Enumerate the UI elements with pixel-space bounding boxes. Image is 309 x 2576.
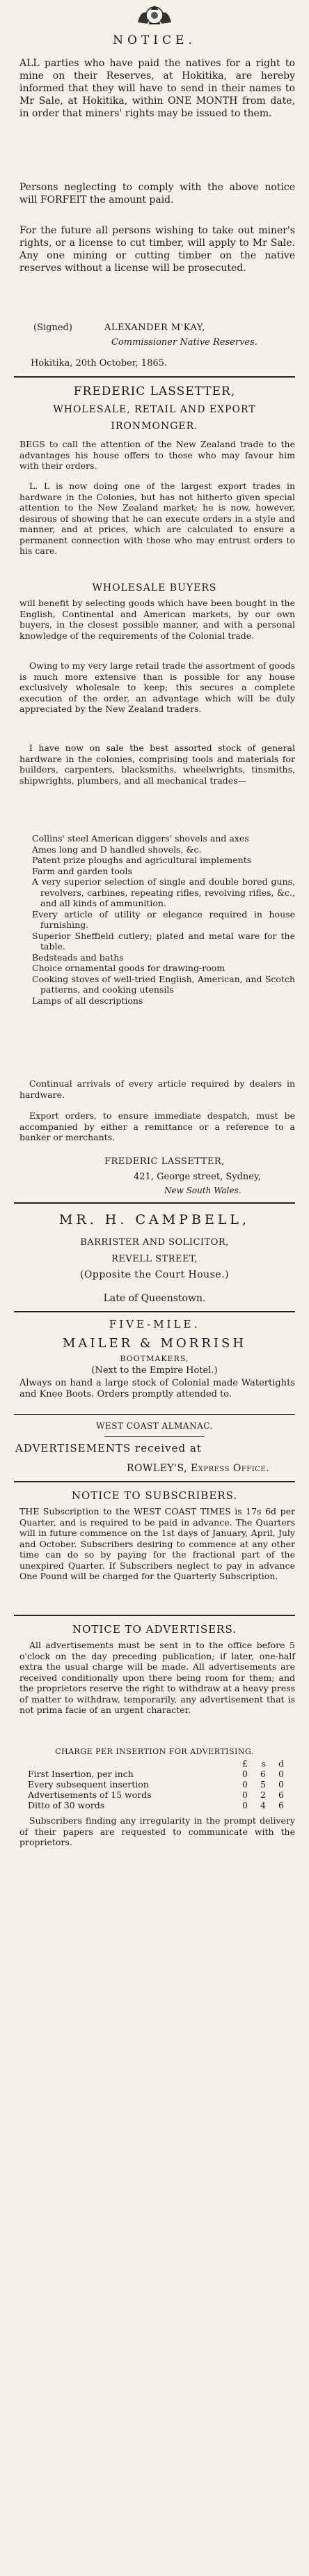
almanac-title: WEST COAST ALMANAC. (96, 1421, 213, 1431)
lassetter-signature: FREDERIC LASSETTER, (104, 1156, 225, 1167)
rate-amount-l: 0 (242, 1790, 248, 1800)
rate-amount-d: 6 (278, 1800, 284, 1810)
wholesale-buyers-heading: WHOLESALE BUYERS (92, 582, 217, 593)
notice-signed: (Signed) (33, 323, 72, 333)
goods-list-item: Farm and garden tools (32, 865, 132, 876)
goods-items (28, 833, 295, 1006)
rate-row (28, 1790, 284, 1800)
subscribers-title: NOTICE TO SUBSCRIBERS. (71, 1489, 238, 1502)
mailer-name: MAILER & MORRISH (62, 1336, 247, 1351)
divider (104, 1436, 205, 1437)
goods-list-item: Patent prize ploughs and agricultural implements (32, 855, 252, 865)
goods-list-item: Cooking stoves of well-tried English, American, and Scotch patterns, and cooking utensils (32, 973, 295, 995)
unit-pence: d (278, 1758, 284, 1769)
notice-signatory: ALEXANDER M'KAY, (104, 323, 205, 333)
campbell-name: MR. H. CAMPBELL, (58, 1212, 251, 1227)
lassetter-intro: BEGS to call the attention of the New Zealand trade to the advantages his house offers to those who may favour him with their orders. (19, 439, 295, 471)
goods-list-item: Ames long and D handled shovels, &c. (32, 844, 202, 855)
rate-amount-s: 6 (260, 1769, 266, 1779)
unit-pounds: £ (242, 1758, 248, 1769)
lassetter-paragraph-5: I have now on sale the best assorted stock of general hardware in the colonies, comprising tools and materials for builders, carpenters, blacksmiths, wheelwrights, tinsmiths, shipwrights, plumbers, and all mechanical trades— (19, 743, 295, 786)
rates-units-row (28, 1758, 284, 1769)
rowleys-office: ROWLEY'S, Express Office. (127, 1463, 270, 1474)
lassetter-address: 421, George street, Sydney, (134, 1172, 261, 1182)
campbell-street: REVELL STREET, (111, 1254, 198, 1264)
divider (14, 376, 295, 378)
rate-amount-l: 0 (242, 1769, 248, 1779)
mailer-trade: BOOTMAKERS, (120, 1354, 189, 1363)
divider (14, 1202, 295, 1204)
notice-paragraph-2: Persons neglecting to comply with the above notice will FORFEIT the amount paid. (19, 182, 295, 205)
lassetter-paragraph-7: Export orders, to ensure immediate despatch, must be accompanied by either a remittance or a reference to a banker or merchants. (19, 1110, 295, 1142)
notice-paragraph-1: ALL parties who have paid the natives for a right to mine on their Reserves, at Hokitika, are hereby informed that they will have to send in their names to Mr Sale, at Hokitika, within ONE MONTH from date, in order that miners' rights may be issued to them. (19, 58, 295, 119)
divider (14, 1481, 295, 1482)
advertisements-notice: ADVERTISEMENTS received at (15, 1442, 202, 1454)
advertisers-footer: Subscribers finding any irregularity in the prompt delivery of their papers are requested to communicate with the proprietors. (19, 1815, 295, 1847)
divider (14, 1414, 295, 1415)
campbell-opposite: (Opposite the Court House.) (79, 1269, 230, 1280)
rate-amount-d: 0 (278, 1779, 284, 1790)
notice-title: NOTICE. (113, 33, 196, 47)
notice-signatory-role: Commissioner Native Reserves. (111, 337, 258, 348)
rate-label: Every subsequent insertion (28, 1779, 149, 1790)
royal-crest-icon (134, 3, 175, 26)
lassetter-trade: IRONMONGER. (111, 421, 198, 432)
divider (14, 1615, 295, 1616)
goods-list-item: Choice ornamental goods for drawing-room (32, 963, 225, 973)
mailer-heading: FIVE-MILE. (109, 1318, 200, 1330)
rates-rows (28, 1769, 284, 1810)
rate-amount-s: 2 (260, 1790, 266, 1800)
campbell-late: Late of Queenstown. (103, 1293, 206, 1304)
mailer-next: (Next to the Empire Hotel.) (91, 1365, 218, 1376)
mailer-body: Always on hand a large stock of Colonial made Watertights and Knee Boots. Orders promptly attended to. (19, 1378, 295, 1399)
unit-shillings: s (261, 1758, 266, 1769)
lassetter-paragraph-2: L. L is now doing one of the largest export trades in hardware in the Colonies, but has not hitherto given special attention to the New Zealand market; he is now, however, desirous of showing that he can execute orders in a style and manner, and at prices, which are calculated to ensure a permanent connection with those who may entrust orders to his care. (19, 481, 295, 556)
goods-list (28, 833, 295, 1006)
rates-table (28, 1758, 284, 1810)
divider (14, 1311, 295, 1312)
rates-heading: CHARGE PER INSERTION FOR ADVERTISING. (55, 1747, 254, 1756)
goods-list-item: Lamps of all descriptions (32, 995, 143, 1006)
lassetter-name: FREDERIC LASSETTER, (73, 385, 236, 398)
rate-amount-l: 0 (242, 1779, 248, 1790)
lassetter-paragraph-6: Continual arrivals of every article required by dealers in hardware. (19, 1078, 295, 1100)
notice-paragraph-3: For the future all persons wishing to take out miner's rights, or a license to cut timber, will apply to Mr Sale. Any one mining or cutting timber on the native reserves without a license will be prosecuted. (19, 225, 295, 274)
goods-list-item: Every article of utility or elegance required in house furnishing. (32, 908, 295, 930)
rate-row (28, 1769, 284, 1779)
lassetter-region: New South Wales. (164, 1186, 241, 1195)
goods-list-item: A very superior selection of single and double bored guns, revolvers, carbines, repeating rifles, revolving rifles, &c., and all kinds of ammunition. (32, 876, 295, 908)
goods-list-item: Superior Sheffield cutlery; plated and metal ware for the table. (32, 930, 295, 952)
rate-label: Ditto of 30 words (28, 1800, 105, 1810)
advertisers-title: NOTICE TO ADVERTISERS. (72, 1623, 237, 1636)
campbell-role: BARRISTER AND SOLICITOR, (80, 1237, 229, 1248)
rate-amount-s: 5 (260, 1779, 266, 1790)
goods-list-item: Collins' steel American diggers' shovels and axes (32, 833, 249, 844)
lassetter-paragraph-4: Owing to my very large retail trade the assortment of goods is much more extensive than is possible for any house exclusively wholesale to keep; this secures a complete execution of the order, an advantage which will be duly appreciated by the New Zealand traders. (19, 660, 295, 714)
goods-list-item: Bedsteads and baths (32, 952, 124, 963)
lassetter-paragraph-3: will benefit by selecting goods which have been bought in the English, Continental and American markets, by our own buyers, in the closest possible manner, and with a personal knowledge of the requirements of the Colonial trade. (19, 598, 295, 641)
rate-label: Advertisements of 15 words (28, 1790, 152, 1800)
rate-row (28, 1800, 284, 1810)
lassetter-subtitle: WHOLESALE, RETAIL AND EXPORT (53, 404, 256, 415)
advertisers-body: All advertisements must be sent in to the office before 5 o'clock on the day preceding publication; if later, one-half extra the usual charge will be made. All advertisements are received conditionally upon there being room for them; and the proprietors reserve the right to withdraw at a heavy press of matter to withdraw, temporarily, any advertisement that is not prima facie of an urgent character. (19, 1640, 295, 1715)
rate-amount-l: 0 (242, 1800, 248, 1810)
rate-amount-d: 0 (278, 1769, 284, 1779)
rate-amount-d: 6 (278, 1790, 284, 1800)
rate-amount-s: 4 (260, 1800, 266, 1810)
rate-label: First Insertion, per inch (28, 1769, 134, 1779)
notice-date: Hokitika, 20th October, 1865. (31, 358, 168, 368)
rate-row (28, 1779, 284, 1790)
subscribers-body: THE Subscription to the WEST COAST TIMES is 17s 6d per Quarter, and is required to be paid in advance. The Quarters will in future commence on the 1st days of January, April, July and October. Subscribers desiring to commence at any other time can do so by paying for the fractional part of the unexpired Quarter. If Subscribers neglect to pay in advance One Pound will be charged for the Quarterly Subscription. (19, 1506, 295, 1581)
